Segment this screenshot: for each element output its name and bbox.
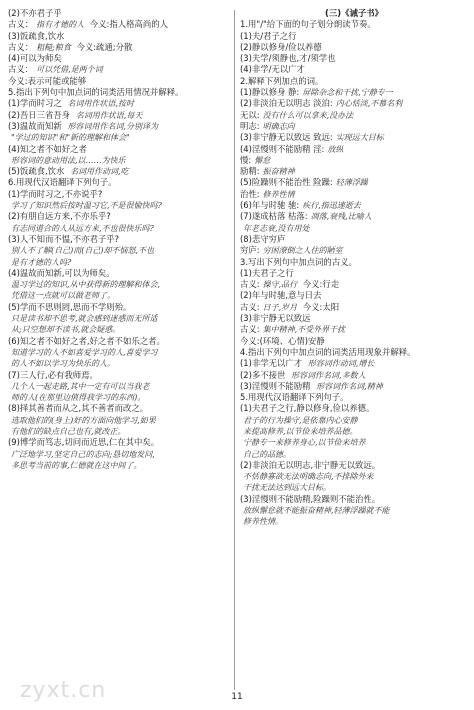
handwritten-answer: 指有才德的人 bbox=[33, 19, 87, 30]
text-line bbox=[240, 336, 468, 347]
handwritten-answer: 君子的行为操守,是依靠内心安静 bbox=[240, 415, 361, 426]
printed-text: (5)学而不思则罔,思而不学则殆。 bbox=[8, 301, 132, 312]
printed-text: 今义:指人格高尚的人 bbox=[87, 19, 168, 30]
handwritten-answer: 选取他们的(身上)好的方面向他学习,如果 bbox=[8, 415, 159, 426]
handwritten-answer: 别人不了解(自己)而(自己)却不恼怒,不也 bbox=[8, 245, 157, 256]
text-line bbox=[240, 392, 468, 403]
printed-text: 古义： bbox=[8, 19, 34, 30]
text-line bbox=[8, 460, 228, 471]
handwritten-answer: 形容词的意动用法,以……为快乐 bbox=[8, 155, 129, 166]
handwritten-answer: 内心恬淡,不慕名利 bbox=[333, 98, 406, 109]
printed-text: (2)多不接世 bbox=[240, 369, 289, 380]
printed-text: 古义： bbox=[8, 41, 34, 52]
handwritten-answer: 集中精神,不受外界干扰 bbox=[260, 324, 349, 335]
printed-text: (4)淫慢则不能励精 淫: bbox=[240, 143, 325, 154]
text-line bbox=[8, 437, 228, 448]
printed-text: 古义： bbox=[8, 64, 34, 75]
handwritten-answer: 可以凭借,是两个词 bbox=[33, 64, 106, 75]
printed-text: 5.用现代汉语翻译下列句子。 bbox=[240, 392, 349, 403]
text-line bbox=[240, 279, 468, 290]
printed-text: 古义: bbox=[240, 279, 260, 290]
handwritten-answer: 几个人一起走路,其中一定有可以当我老 bbox=[8, 381, 153, 392]
text-line bbox=[8, 302, 228, 313]
printed-text: (3)淫慢则不能励精,险躁则不能治性。 bbox=[240, 493, 381, 504]
text-line bbox=[240, 516, 468, 527]
handwritten-answer: 穷困潦倒之人住的陋室 bbox=[260, 245, 346, 256]
text-line bbox=[240, 121, 468, 132]
handwritten-answer: 有志同道合的人从远方来,不也很快乐吗? bbox=[8, 223, 157, 234]
handwritten-answer: 年老志衰,没有用处 bbox=[240, 223, 313, 234]
column-divider bbox=[234, 10, 235, 690]
text-line bbox=[8, 53, 228, 64]
printed-text: (8)悲守穷庐 bbox=[240, 233, 286, 244]
text-line bbox=[8, 313, 228, 324]
text-line bbox=[240, 347, 468, 358]
text-line bbox=[240, 494, 468, 505]
text-line bbox=[240, 144, 468, 155]
text-line bbox=[8, 279, 228, 290]
text-line bbox=[240, 223, 468, 234]
text-line bbox=[8, 121, 228, 132]
printed-text: (1)非学无以广才 bbox=[240, 358, 305, 369]
handwritten-answer: 形容词作名词,精神 bbox=[313, 381, 386, 392]
handwritten-answer: 凭借这一点就可以做老师了。 bbox=[8, 290, 118, 301]
handwritten-answer: 广泛地学习,坚定自己的志向;恳切地发问, bbox=[8, 449, 158, 460]
text-line bbox=[240, 426, 468, 437]
text-line bbox=[240, 313, 468, 324]
printed-text: (3)温故而知新 bbox=[8, 120, 65, 131]
handwritten-answer: 形容词作名词,多数人 bbox=[288, 370, 369, 381]
printed-text: 穷庐: bbox=[240, 245, 260, 256]
text-line bbox=[8, 415, 228, 426]
handwritten-answer: 实现远大目标 bbox=[333, 132, 387, 143]
printed-text: (7)遂成枯落 枯落: bbox=[240, 211, 308, 222]
handwritten-answer: 懈怠 bbox=[251, 155, 273, 166]
printed-text: 明志: bbox=[240, 120, 260, 131]
watermark: zyxt.cn bbox=[20, 678, 107, 703]
handwritten-answer: 师的人(在那里边值得我学习的东西)。 bbox=[8, 392, 148, 403]
handwritten-answer: 凋落,衰残,比喻人 bbox=[308, 211, 375, 222]
text-line bbox=[8, 257, 228, 268]
text-line bbox=[240, 381, 468, 392]
printed-text: (2)非淡泊无以明志 淡泊: bbox=[240, 98, 333, 109]
printed-text: (1)静以修身 静: bbox=[240, 87, 300, 98]
printed-text: 3.写出下列句中加点词的古义。 bbox=[240, 256, 357, 267]
text-line bbox=[8, 98, 228, 109]
printed-text: (2)有朋自远方来,不亦乐乎? bbox=[8, 211, 111, 222]
right-column bbox=[240, 8, 468, 528]
text-line bbox=[240, 155, 468, 166]
handwritten-answer: 从;只空想却不读书,就会疑惑。 bbox=[8, 324, 123, 335]
handwritten-answer: 的人不如以学习为快乐的人。 bbox=[8, 358, 118, 369]
text-line bbox=[240, 110, 468, 121]
printed-text: 古义: bbox=[240, 324, 260, 335]
handwritten-answer: 操守,品行 bbox=[260, 279, 301, 290]
handwritten-answer: 轻薄浮躁 bbox=[333, 177, 371, 188]
printed-text: (1)学而时习之,不亦说乎? bbox=[8, 188, 103, 199]
handwritten-answer: 宁静专一来修养身心,以节俭来培养 bbox=[240, 437, 369, 448]
text-line bbox=[8, 358, 228, 369]
printed-text: (4)非学/无以广才 bbox=[240, 64, 305, 75]
text-line bbox=[240, 76, 468, 87]
handwritten-answer: 名词用作动词,吃 bbox=[67, 166, 132, 177]
text-line bbox=[240, 189, 468, 200]
printed-text: 今义:疏通;分散 bbox=[73, 41, 133, 52]
text-line bbox=[8, 8, 228, 19]
text-line bbox=[8, 381, 228, 392]
printed-text: (3)夫学/须静也,才/须学也 bbox=[240, 53, 336, 64]
handwritten-answer: 明确志向 bbox=[260, 121, 298, 132]
handwritten-answer: 有他们的缺点自己也有,就改正。 bbox=[8, 426, 129, 437]
printed-text: (1)学而时习之 bbox=[8, 98, 65, 109]
handwritten-answer: 名词用作状语,每天 bbox=[73, 110, 146, 121]
text-line bbox=[8, 347, 228, 358]
left-column bbox=[8, 8, 228, 471]
handwritten-answer: 来提高修养,以节俭来培养品德。 bbox=[240, 426, 361, 437]
handwritten-answer: 名词用作状语,按时 bbox=[64, 98, 137, 109]
handwritten-answer: 放纵 bbox=[324, 144, 346, 155]
text-line bbox=[8, 403, 228, 414]
text-line bbox=[240, 200, 468, 211]
text-line bbox=[240, 471, 468, 482]
text-line bbox=[240, 166, 468, 177]
printed-text: (2)非淡泊无以明志,非宁静无以致远。 bbox=[240, 459, 381, 470]
printed-text: (1)夫君子之行,静以修身,俭以养德。 bbox=[240, 403, 375, 414]
handwritten-answer: 振奋精神 bbox=[260, 166, 298, 177]
text-line bbox=[240, 482, 468, 493]
handwritten-answer: 修养性情 bbox=[260, 189, 298, 200]
printed-text: (2)吾日三省吾身 bbox=[8, 109, 73, 120]
text-line bbox=[8, 449, 228, 460]
handwritten-answer: 自己的品德。 bbox=[240, 449, 294, 460]
text-line bbox=[8, 336, 228, 347]
handwritten-answer: 没有什么可以拿来,没办法 bbox=[260, 110, 357, 121]
printed-text: 今义:表示可能或能够 bbox=[8, 75, 87, 86]
text-line bbox=[8, 200, 228, 211]
text-line bbox=[240, 358, 468, 369]
text-line bbox=[240, 245, 468, 256]
text-line bbox=[8, 87, 228, 98]
handwritten-answer: 知道学习的人不如喜爱学习的人,喜爱学习 bbox=[8, 347, 161, 358]
text-line bbox=[8, 370, 228, 381]
handwritten-answer: 疾行,指迅速逝去 bbox=[299, 200, 364, 211]
text-line bbox=[240, 370, 468, 381]
handwritten-answer: 放纵懈怠就不能振奋精神,轻薄浮躁就不能 bbox=[240, 505, 393, 516]
printed-text: (3)人不知而不愠,不亦君子乎? bbox=[8, 233, 120, 244]
text-line bbox=[240, 8, 468, 19]
handwritten-answer: 屏除杂念和干扰,宁静专一 bbox=[299, 87, 396, 98]
text-line bbox=[240, 324, 468, 335]
text-line bbox=[240, 19, 468, 30]
printed-text: (3)非宁静无以致远 bbox=[240, 313, 311, 324]
handwritten-answer: "学过的知识"和"新的理解和体会" bbox=[8, 132, 133, 143]
text-line bbox=[8, 64, 228, 75]
text-line bbox=[240, 53, 468, 64]
text-line bbox=[8, 268, 228, 279]
text-line bbox=[8, 177, 228, 188]
text-line bbox=[240, 234, 468, 245]
printed-text: 今义:行走 bbox=[300, 279, 340, 290]
text-line bbox=[8, 110, 228, 121]
text-line bbox=[8, 144, 228, 155]
text-line bbox=[8, 392, 228, 403]
printed-text: (6)知之者不如好之者,好之者不如乐之者。 bbox=[8, 335, 165, 346]
handwritten-answer: 多思考当前的事,仁德就在这中间了。 bbox=[8, 460, 145, 471]
handwritten-answer: 形容词作动词,增长 bbox=[305, 358, 378, 369]
text-line bbox=[8, 223, 228, 234]
text-line bbox=[8, 166, 228, 177]
printed-text: 励精: bbox=[240, 166, 260, 177]
printed-text: 2.解释下列加点的词。 bbox=[240, 75, 324, 86]
text-line bbox=[8, 132, 228, 143]
text-line bbox=[240, 257, 468, 268]
text-line bbox=[8, 234, 228, 245]
printed-text: 1.用"/"给下面的句子划分朗读节奏。 bbox=[240, 19, 376, 30]
text-line bbox=[8, 42, 228, 53]
text-line bbox=[240, 87, 468, 98]
printed-text: (2)静以修身/俭以养德 bbox=[240, 41, 322, 52]
printed-text: 无以: bbox=[240, 109, 260, 120]
printed-text: 4.指出下列句中加点词的词类活用现象并解释。 bbox=[240, 346, 416, 357]
handwritten-answer: 日子,岁月 bbox=[260, 302, 301, 313]
page-number: 11 bbox=[231, 692, 243, 702]
text-line bbox=[8, 245, 228, 256]
printed-text: (4)知之者不如好之者 bbox=[8, 143, 87, 154]
text-line bbox=[8, 324, 228, 335]
text-line bbox=[8, 19, 228, 30]
text-line bbox=[240, 31, 468, 42]
text-line bbox=[240, 64, 468, 75]
text-line bbox=[240, 211, 468, 222]
printed-text: 今义:(环境、心情)安静 bbox=[240, 335, 325, 346]
text-line bbox=[8, 31, 228, 42]
printed-text: (三)《诫子书》 bbox=[325, 8, 383, 18]
printed-text: (3)非宁静无以致远 致远: bbox=[240, 132, 333, 143]
text-line bbox=[240, 132, 468, 143]
handwritten-answer: 只是读书却不思考,就会感到迷惑而无所适 bbox=[8, 313, 161, 324]
printed-text: (4)温故而知新,可以为师矣。 bbox=[8, 267, 115, 278]
text-line bbox=[240, 505, 468, 516]
printed-text: (3)淫慢则不能励精 bbox=[240, 380, 314, 391]
handwritten-answer: 粗糙;粮食 bbox=[33, 42, 74, 53]
printed-text: (7)三人行,必有我师焉。 bbox=[8, 369, 98, 380]
printed-text: 慢: bbox=[240, 154, 252, 165]
printed-text: (9)博学而笃志,切问而近思,仁在其中矣。 bbox=[8, 437, 160, 448]
handwritten-answer: 修养性情。 bbox=[240, 516, 286, 527]
handwritten-answer: 不恬静寡欲无法明确志向,不排除外来 bbox=[240, 471, 377, 482]
text-line bbox=[240, 403, 468, 414]
printed-text: (5)饭疏食,饮水 bbox=[8, 166, 68, 177]
text-line bbox=[240, 415, 468, 426]
printed-text: 今义:太阳 bbox=[300, 301, 340, 312]
printed-text: (2)不亦君子乎 bbox=[8, 8, 62, 18]
printed-text: 古义: bbox=[240, 301, 260, 312]
printed-text: (4)可以为师矣 bbox=[8, 53, 62, 64]
printed-text: 5.指出下列句中加点词的词类活用情况并解释。 bbox=[8, 87, 184, 98]
text-line bbox=[240, 268, 468, 279]
text-line bbox=[8, 76, 228, 87]
text-line bbox=[240, 460, 468, 471]
handwritten-answer: 是有才德的人吗? bbox=[8, 257, 74, 268]
text-line bbox=[240, 449, 468, 460]
text-line bbox=[8, 155, 228, 166]
handwritten-answer: 学习了知识然后按时温习它,不是很愉快吗? bbox=[8, 200, 165, 211]
printed-text: 治性: bbox=[240, 188, 260, 199]
text-line bbox=[240, 177, 468, 188]
printed-text: (8)择其善者而从之,其不善者而改之。 bbox=[8, 403, 149, 414]
text-line bbox=[240, 302, 468, 313]
printed-text: 6.用现代汉语翻译下列句子。 bbox=[8, 177, 117, 188]
printed-text: (1)夫君子之行 bbox=[240, 267, 294, 278]
printed-text: (5)险躁则不能治性 险躁: bbox=[240, 177, 333, 188]
text-line bbox=[8, 211, 228, 222]
text-line bbox=[240, 290, 468, 301]
text-line bbox=[8, 189, 228, 200]
printed-text: (6)年与时驰 驰: bbox=[240, 200, 300, 211]
text-line bbox=[240, 437, 468, 448]
printed-text: (3)饭疏食,饮水 bbox=[8, 30, 65, 41]
text-line bbox=[8, 426, 228, 437]
handwritten-answer: 形容词用作名词,分别译为 bbox=[64, 121, 161, 132]
text-line bbox=[8, 290, 228, 301]
printed-text: (1)夫/君子之行 bbox=[240, 30, 297, 41]
handwritten-answer: 温习学过的知识,从中获得新的理解和体会, bbox=[8, 279, 163, 290]
text-line bbox=[240, 42, 468, 53]
handwritten-answer: 干扰无法达到远大目标。 bbox=[240, 482, 334, 493]
printed-text: (2)年与时驰,意与日去 bbox=[240, 290, 322, 301]
text-line bbox=[240, 98, 468, 109]
